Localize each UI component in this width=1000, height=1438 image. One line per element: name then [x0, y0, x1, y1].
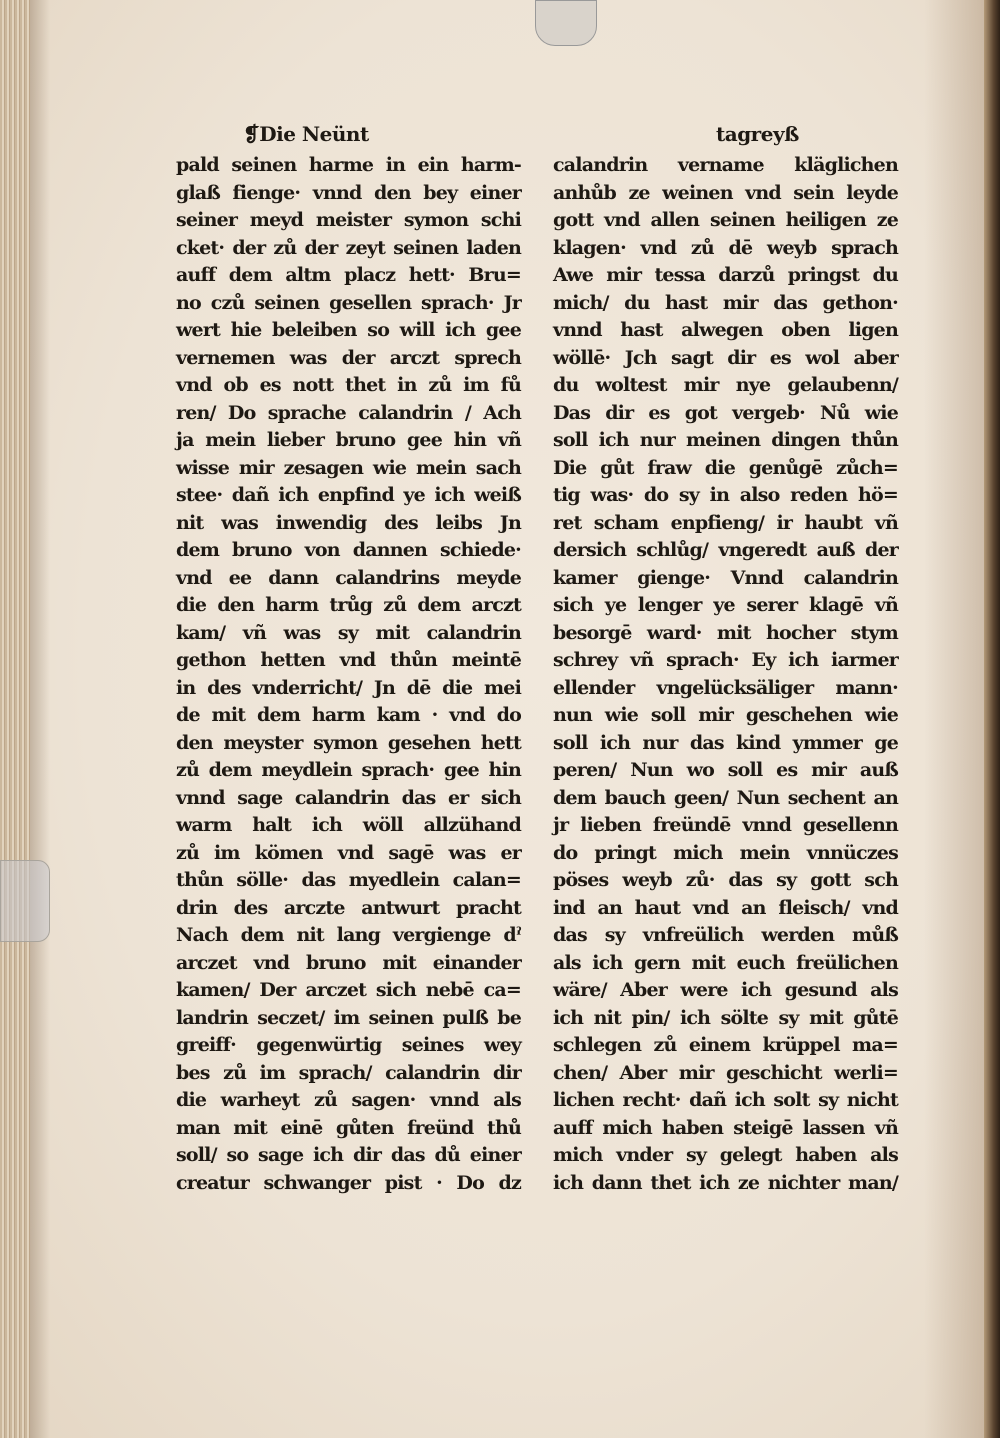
text-line: kamer gienge· Vnnd calandrin: [553, 566, 898, 589]
text-line: arczet vnd bruno mit einander: [176, 951, 521, 974]
text-line: tig was· do sy in also reden hö=: [553, 484, 898, 506]
text-line: zů dem meydlein sprach· gee hin: [176, 759, 521, 781]
text-line: no czů seinen gesellen sprach· Jr: [176, 291, 521, 314]
text-line: thůn sölle· das myedlein calan=: [176, 869, 521, 891]
text-line: als ich gern mit euch freülichen: [553, 951, 898, 974]
text-line: klagen· vnd zů dē weyb sprach: [553, 236, 898, 259]
text-line: dersich schlůg/ vngeredt auß der: [553, 539, 898, 561]
text-line: creatur schwanger pist · Do dz: [176, 1171, 521, 1194]
text-line: seiner meyd meister symon schi: [176, 209, 521, 231]
text-line: zů im kömen vnd sagē was er: [176, 841, 521, 864]
text-line: cket· der zů der zeyt seinen laden: [176, 236, 521, 259]
text-line: vnd ee dann calandrins meyde: [176, 566, 521, 589]
page-edges-left: [0, 0, 30, 1438]
text-line: nun wie soll mir geschehen wie: [553, 704, 898, 726]
gutter-shadow: [924, 0, 984, 1438]
text-line: pöses weyb zů· das sy gott sch: [553, 869, 898, 891]
text-line: ich nit pin/ ich sölte sy mit gůtē: [553, 1006, 898, 1029]
book-spine-edge: [984, 0, 1000, 1438]
text-line: Das dir es got vergeb· Nů wie: [553, 401, 898, 424]
text-line: besorgē ward· mit hocher stym: [553, 621, 898, 644]
text-line: ja mein lieber bruno gee hin vñ: [176, 429, 521, 451]
text-line: de mit dem harm kam · vnd do: [176, 704, 521, 726]
text-line: den meyster symon gesehen hett: [176, 731, 521, 754]
text-line: wöllē· Jch sagt dir es wol aber: [553, 346, 898, 369]
text-line: dem bruno von dannen schiede·: [176, 539, 521, 561]
text-line: vernemen was der arczt sprech: [176, 346, 521, 369]
page-tab: [535, 0, 597, 46]
text-line: das sy vnfreülich werden můß: [553, 924, 898, 946]
text-line: greiff· gegenwürtig seines wey: [176, 1034, 521, 1056]
text-line: drin des arczte antwurt pracht: [176, 896, 521, 919]
left-text-column: [176, 152, 521, 1197]
text-line: schrey vñ sprach· Ey ich iarmer: [553, 649, 898, 671]
running-head-right: tagreyß: [716, 122, 799, 146]
text-line: warm halt ich wöll allzühand: [176, 814, 521, 836]
text-line: peren/ Nun wo soll es mir auß: [553, 759, 898, 781]
text-line: soll ich nur das kind ymmer ge: [553, 731, 898, 754]
text-line: Nach dem nit lang vergienge dˀ: [176, 924, 521, 946]
edge-shadow: [30, 0, 50, 1438]
text-line: Awe mir tessa darzů pringst du: [553, 264, 898, 286]
text-line: du woltest mir nye gelaubenn/: [553, 374, 898, 396]
text-line: soll/ so sage ich dir das dů einer: [176, 1144, 521, 1166]
text-line: jr lieben freündē vnnd gesellenn: [553, 814, 898, 836]
text-line: mich/ du hast mir das gethon·: [553, 291, 898, 314]
text-line: stee· dañ ich enpfind ye ich weiß: [176, 484, 521, 506]
text-line: gethon hetten vnd thůn meintē: [176, 649, 521, 671]
text-line: man mit einē gůten freünd thů: [176, 1116, 521, 1139]
text-line: ich dann thet ich ze nichter man/: [553, 1171, 898, 1194]
text-line: vnnd sage calandrin das er sich: [176, 786, 521, 809]
text-line: in des vnderricht/ Jn dē die mei: [176, 676, 521, 699]
text-line: die den harm trůg zů dem arczt: [176, 594, 521, 616]
text-line: die warheyt zů sagen· vnnd als: [176, 1089, 521, 1111]
running-head-left: ❡Die Neünt: [243, 122, 369, 146]
text-line: bes zů im sprach/ calandrin dir: [176, 1061, 521, 1084]
text-line: ellender vngelücksäliger mann·: [553, 676, 898, 699]
text-line: vnnd hast alwegen oben ligen: [553, 319, 898, 341]
page-clip: [0, 860, 50, 942]
text-line: calandrin vername kläglichen: [553, 154, 898, 176]
text-line: ind an haut vnd an fleisch/ vnd: [553, 896, 898, 919]
text-line: auff mich haben steigē lassen vñ: [553, 1116, 898, 1139]
text-line: mich vnder sy gelegt haben als: [553, 1144, 898, 1166]
text-line: dem bauch geen/ Nun sechent an: [553, 786, 898, 809]
text-line: vnd ob es nott thet in zů im fů: [176, 374, 521, 396]
text-line: soll ich nur meinen dingen thůn: [553, 429, 898, 451]
text-line: ret scham enpfieng/ ir haubt vñ: [553, 511, 898, 534]
text-line: ren/ Do sprache calandrin / Ach: [176, 401, 521, 424]
text-line: do pringt mich mein vnnüczes: [553, 841, 898, 864]
text-line: chen/ Aber mir geschicht werli=: [553, 1061, 898, 1084]
text-line: pald seinen harme in ein harm-: [176, 154, 521, 176]
text-line: wisse mir zesagen wie mein sach: [176, 456, 521, 479]
text-line: sich ye lenger ye serer klagē vñ: [553, 594, 898, 616]
text-line: auff dem altm placz hett· Bru=: [176, 264, 521, 286]
text-line: lichen recht· dañ ich solt sy nicht: [553, 1089, 898, 1111]
text-line: kamen/ Der arczet sich nebē ca=: [176, 979, 521, 1001]
text-line: gott vnd allen seinen heiligen ze: [553, 209, 898, 231]
text-line: glaß fienge· vnnd den bey einer: [176, 181, 521, 204]
text-line: landrin seczet/ im seinen pulß be: [176, 1006, 521, 1029]
text-line: anhůb ze weinen vnd sein leyde: [553, 181, 898, 204]
text-line: nit was inwendig des leibs Jn: [176, 511, 521, 534]
right-text-column: [553, 152, 898, 1197]
text-line: wert hie beleiben so will ich gee: [176, 319, 521, 341]
text-line: wäre/ Aber were ich gesund als: [553, 979, 898, 1001]
text-line: Die gůt fraw die genůgē zůch=: [553, 456, 898, 479]
text-line: schlegen zů einem krüppel ma=: [553, 1034, 898, 1056]
text-line: kam/ vñ was sy mit calandrin: [176, 621, 521, 644]
